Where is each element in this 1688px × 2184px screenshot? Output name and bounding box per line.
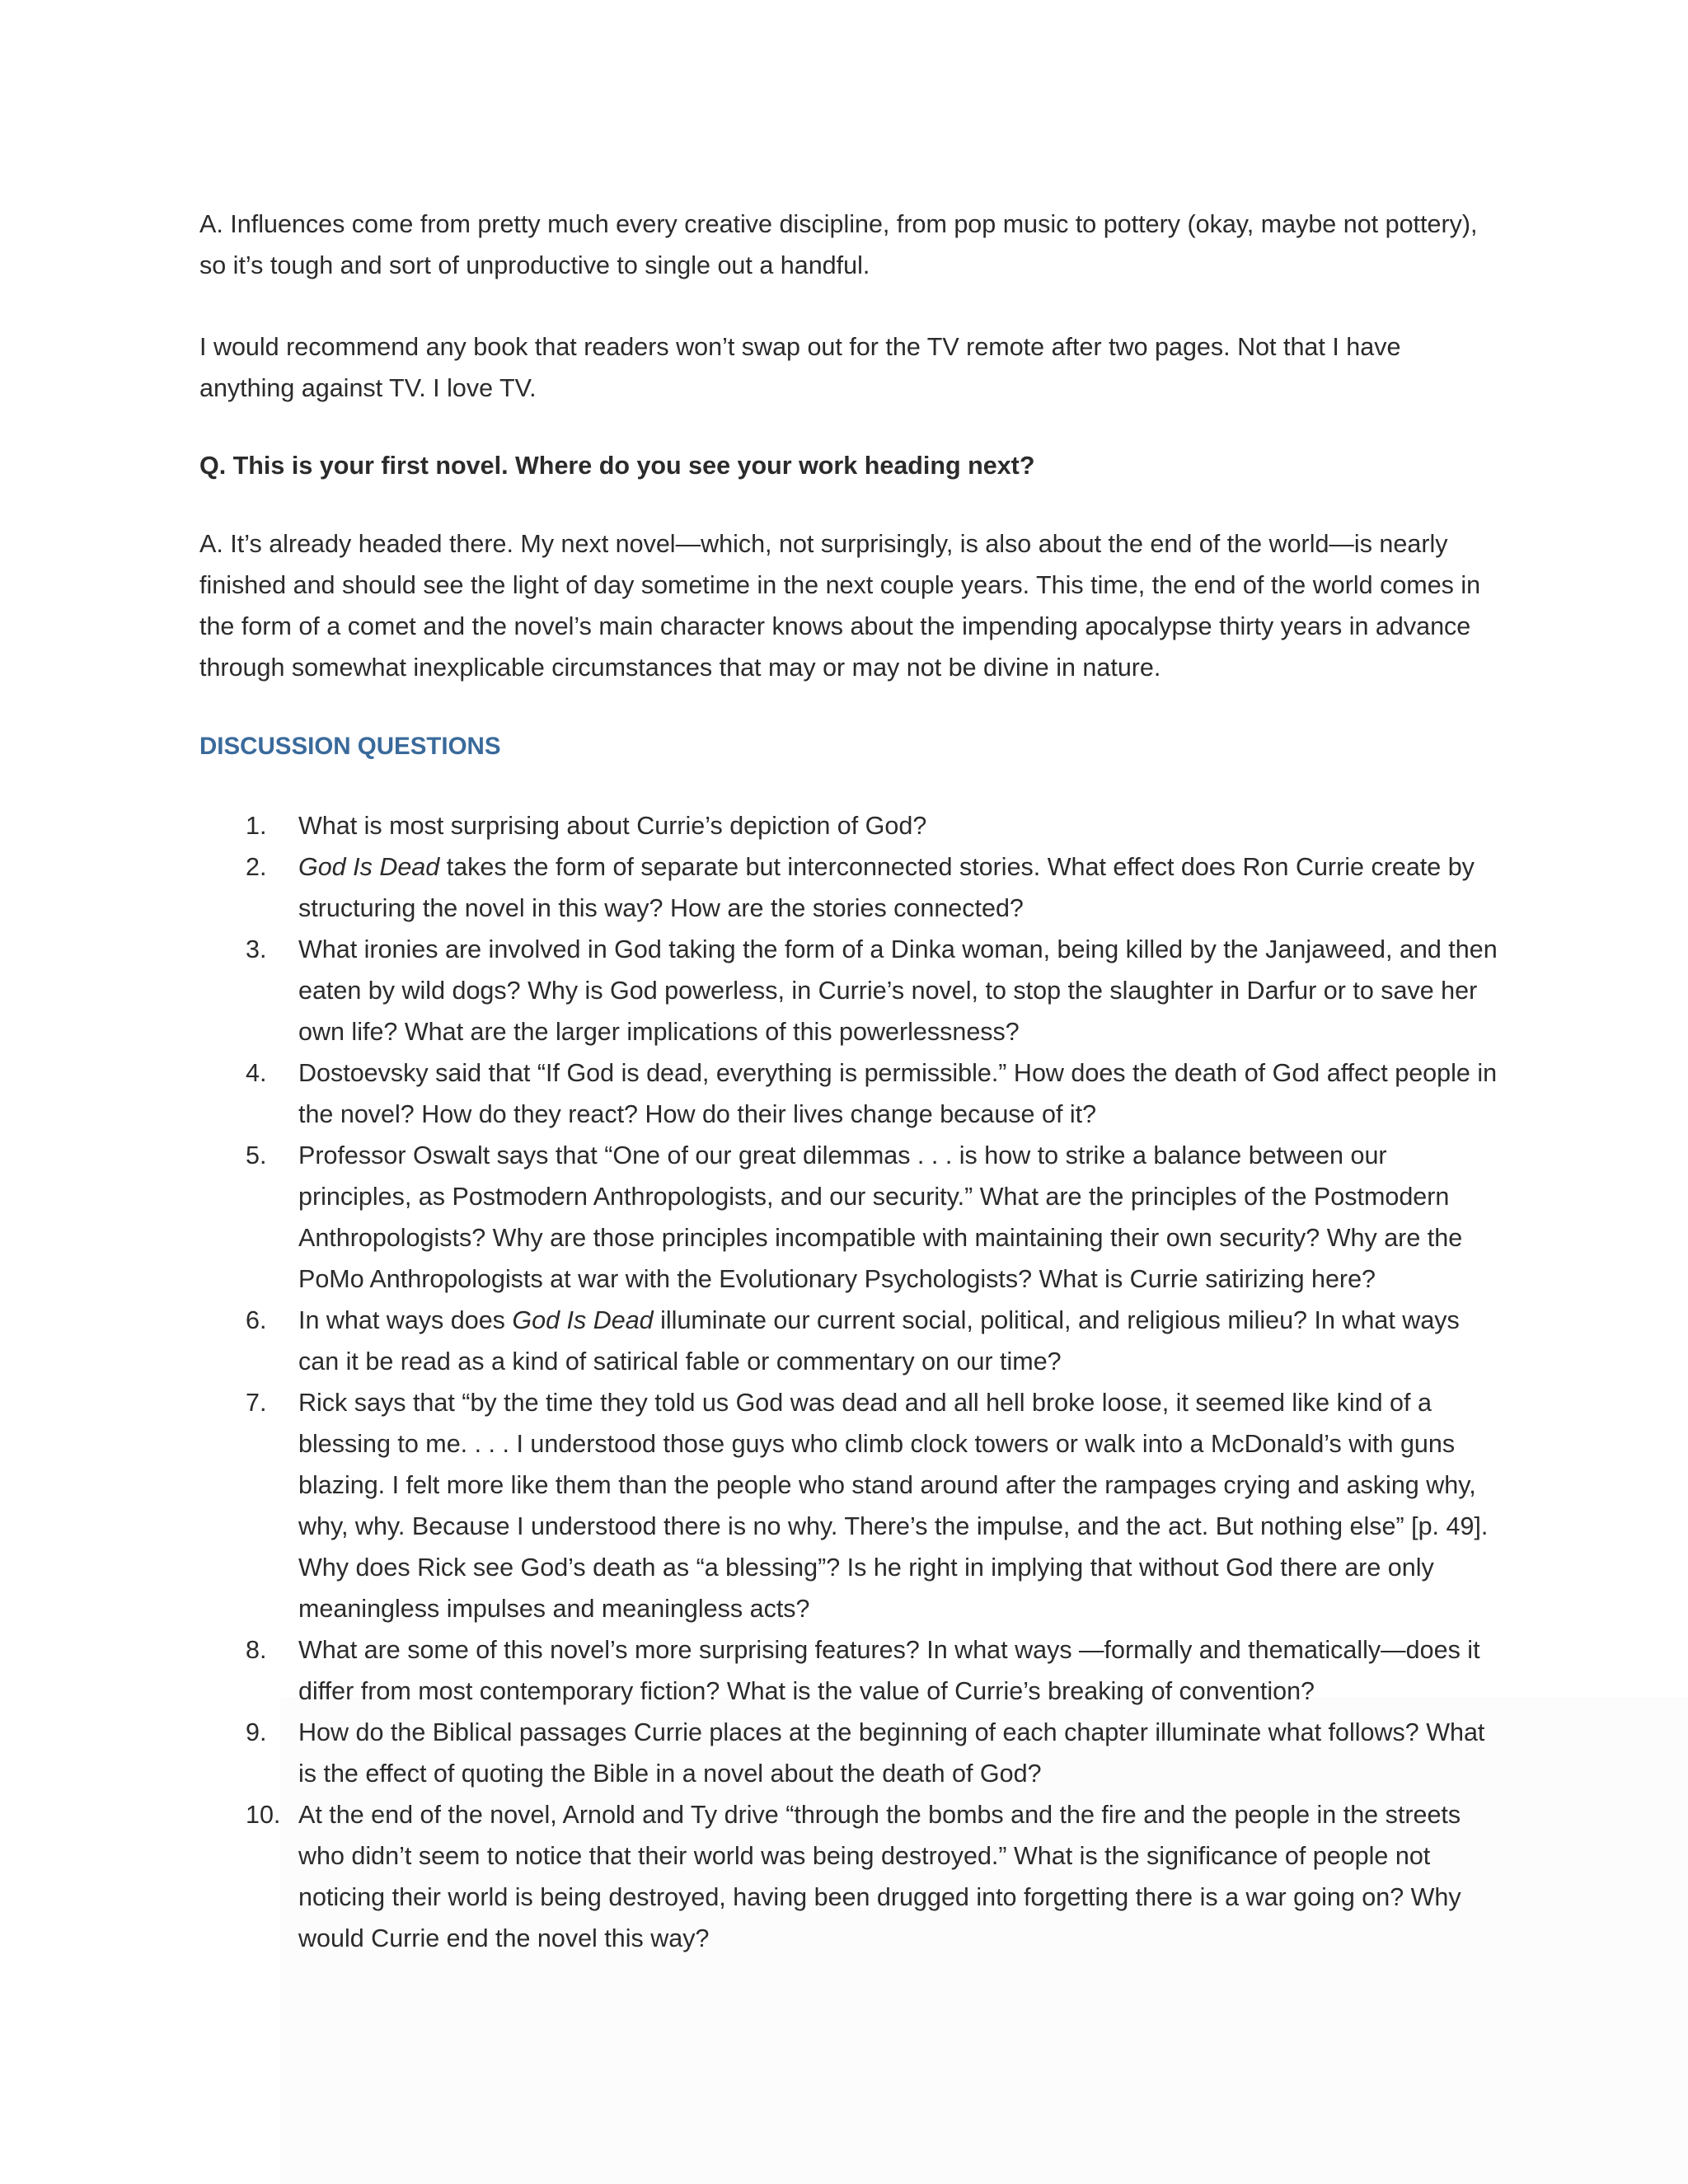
book-title: God Is Dead	[298, 853, 440, 881]
list-item	[199, 1794, 1502, 1959]
list-item-text: How do the Biblical passages Currie places at the beginning of each chapter illuminate what follows? What is the effect of quoting the Bible in a novel about the death of God?	[298, 1718, 1485, 1788]
list-item-number: 2.	[246, 853, 267, 881]
list-item	[199, 1712, 1502, 1794]
answer-influences: A. Influences come from pretty much every creative discipline, from pop music to pottery (okay, maybe not pottery), so it’s tough and sort of unproductive to single out a handful.	[199, 210, 1478, 279]
document-body	[199, 204, 1502, 1959]
list-item-text: Rick says that “by the time they told us God was dead and all hell broke loose, it seemed like kind of a blessing to me. . . . I understood those guys who climb clock towers or walk into a McDonald’s with guns blazing. I felt more like them than the people who stand around after the rampages crying and asking why, why, why. Because I understood there is no why. There’s the impulse, and the act. But nothing else” [p. 49]. Why does Rick see God’s death as “a blessing”? Is he right in implying that without God there are only meaningless impulses and meaningless acts?	[298, 1389, 1489, 1623]
list-item-text: Dostoevsky said that “If God is dead, everything is permissible.” How does the death of God affect people in the novel? How do they react? How do their lives change because of it?	[298, 1059, 1498, 1128]
list-item-text: What ironies are involved in God taking the form of a Dinka woman, being killed by the Janjaweed, and then eaten by wild dogs? Why is God powerless, in Currie’s novel, to stop the slaughter in Darfur or to save her own life? What are the larger implications of this powerlessness?	[298, 935, 1498, 1046]
list-item-number: 4.	[246, 1059, 267, 1087]
list-item-number: 5.	[246, 1141, 267, 1169]
list-item	[199, 805, 1502, 846]
list-item	[199, 1135, 1502, 1300]
list-item-text: At the end of the novel, Arnold and Ty drive “through the bombs and the fire and the people in the streets who didn’t seem to notice that their world was being destroyed.” What is the significance of people not noticing their world is being destroyed, having been drugged into forgetting there is a war going on? Why would Currie end the novel this way?	[298, 1801, 1461, 1952]
interview-question: Q. This is your first novel. Where do you see your work heading next?	[199, 452, 1035, 480]
list-item-number: 8.	[246, 1636, 267, 1664]
list-item-text: What is most surprising about Currie’s depiction of God?	[298, 812, 927, 840]
answer-next-novel: A. It’s already headed there. My next novel—which, not surprisingly, is also about the end of the world—is nearly finished and should see the light of day sometime in the next couple years. This time, the end of the world comes in the form of a comet and the novel’s main character knows about the impending apocalypse thirty years in advance through somewhat inexplicable circumstances that may or may not be divine in nature.	[199, 530, 1481, 682]
list-item-number: 1.	[246, 812, 267, 840]
list-item-number: 7.	[246, 1389, 267, 1417]
list-item	[199, 1300, 1502, 1382]
book-title: God Is Dead	[512, 1306, 654, 1334]
recommendation-paragraph: I would recommend any book that readers won’t swap out for the TV remote after two pages. Not that I have anything against TV. I love TV.	[199, 333, 1401, 402]
list-item	[199, 1382, 1502, 1629]
discussion-questions-list	[199, 805, 1502, 1959]
list-item-prefix: In what ways does	[298, 1306, 513, 1334]
discussion-questions-heading: DISCUSSION QUESTIONS	[199, 733, 501, 760]
list-item	[199, 929, 1502, 1052]
list-item	[199, 1052, 1502, 1135]
list-item-number: 9.	[246, 1718, 267, 1746]
list-item-text: takes the form of separate but interconnected stories. What effect does Ron Currie create by structuring the novel in this way? How are the stories connected?	[298, 853, 1475, 922]
list-item-text: What are some of this novel’s more surprising features? In what ways —formally and thematically—does it differ from most contemporary fiction? What is the value of Currie’s breaking of convention?	[298, 1636, 1480, 1705]
list-item	[199, 1629, 1502, 1712]
list-item-number: 3.	[246, 935, 267, 963]
list-item	[199, 846, 1502, 929]
list-item-number: 10.	[246, 1801, 281, 1829]
list-item-text: illuminate our current social, political, and religious milieu? In what ways can it be read as a kind of satirical fable or commentary on our time?	[298, 1306, 1460, 1376]
list-item-text: Professor Oswalt says that “One of our great dilemmas . . . is how to strike a balance between our principles, as Postmodern Anthropologists, and our security.” What are the principles of the Postmodern Anthropologists? Why are those principles incompatible with maintaining their own security? Why are the PoMo Anthropologists at war with the Evolutionary Psychologists? What is Currie satirizing here?	[298, 1141, 1463, 1293]
list-item-number: 6.	[246, 1306, 267, 1334]
